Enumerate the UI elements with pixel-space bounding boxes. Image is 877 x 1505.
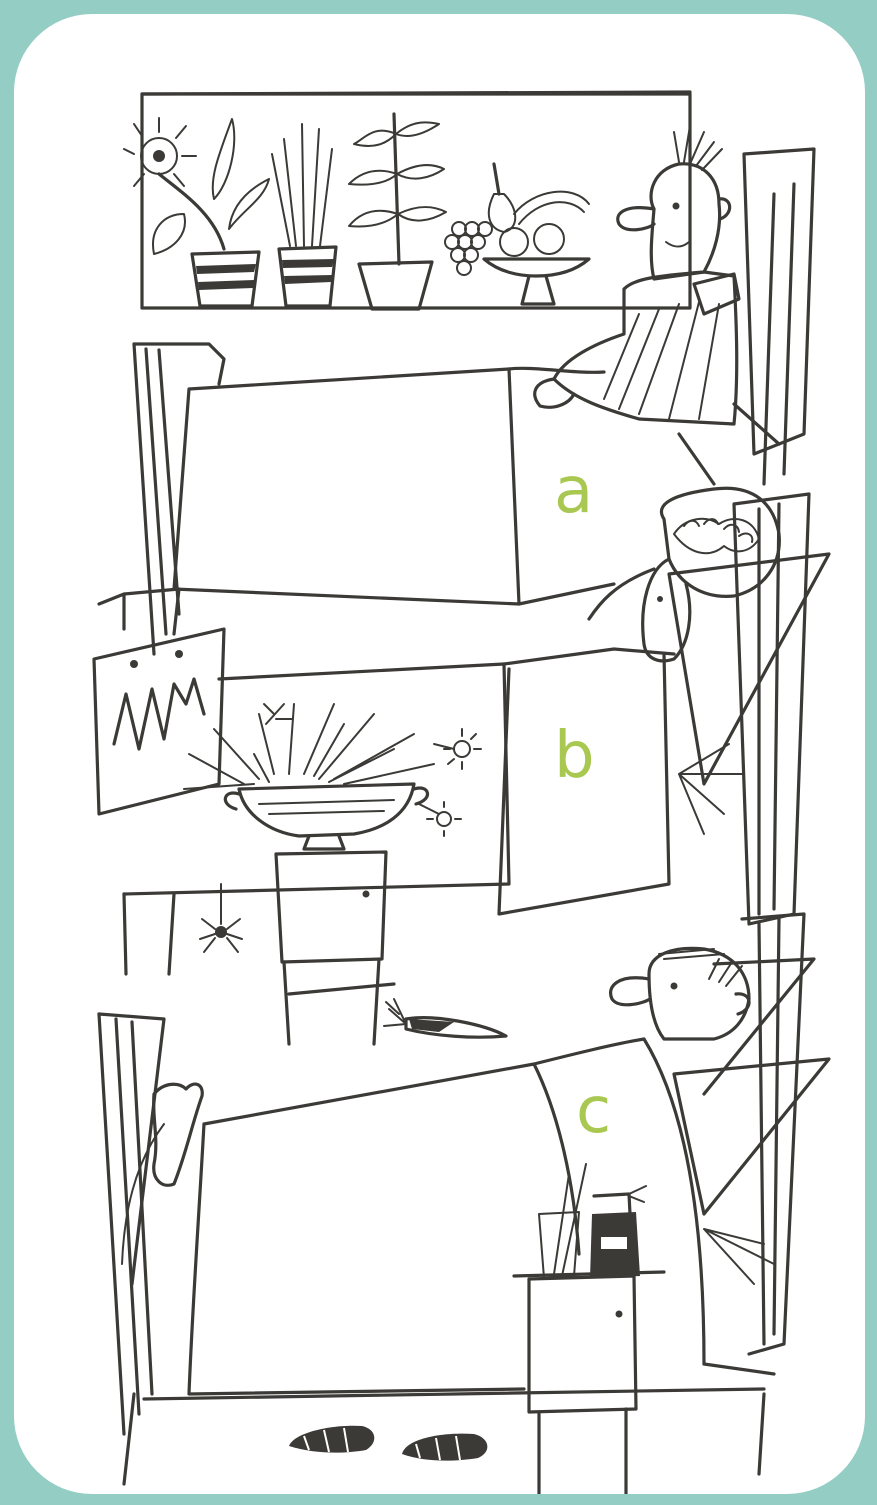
illustration-card: [14, 14, 865, 1494]
scene-c: [99, 914, 829, 1494]
fever-chart: [94, 589, 224, 814]
bed-a: [134, 149, 814, 654]
label-a: a: [554, 454, 594, 528]
slippers: [289, 1426, 487, 1461]
headboard-c: [99, 1014, 202, 1434]
nightstand-c: [514, 1164, 664, 1494]
bed-c: [124, 914, 829, 1484]
label-c: c: [576, 1074, 612, 1148]
cartoon-illustration: [14, 14, 865, 1494]
man-a: [535, 126, 739, 424]
spider: [200, 884, 242, 952]
wall-picture: [124, 92, 690, 309]
label-b: b: [554, 719, 595, 793]
grass-bowl: [184, 704, 481, 849]
sheep: [589, 488, 779, 661]
nightstand-b: [276, 852, 394, 1044]
carrot: [384, 999, 506, 1037]
